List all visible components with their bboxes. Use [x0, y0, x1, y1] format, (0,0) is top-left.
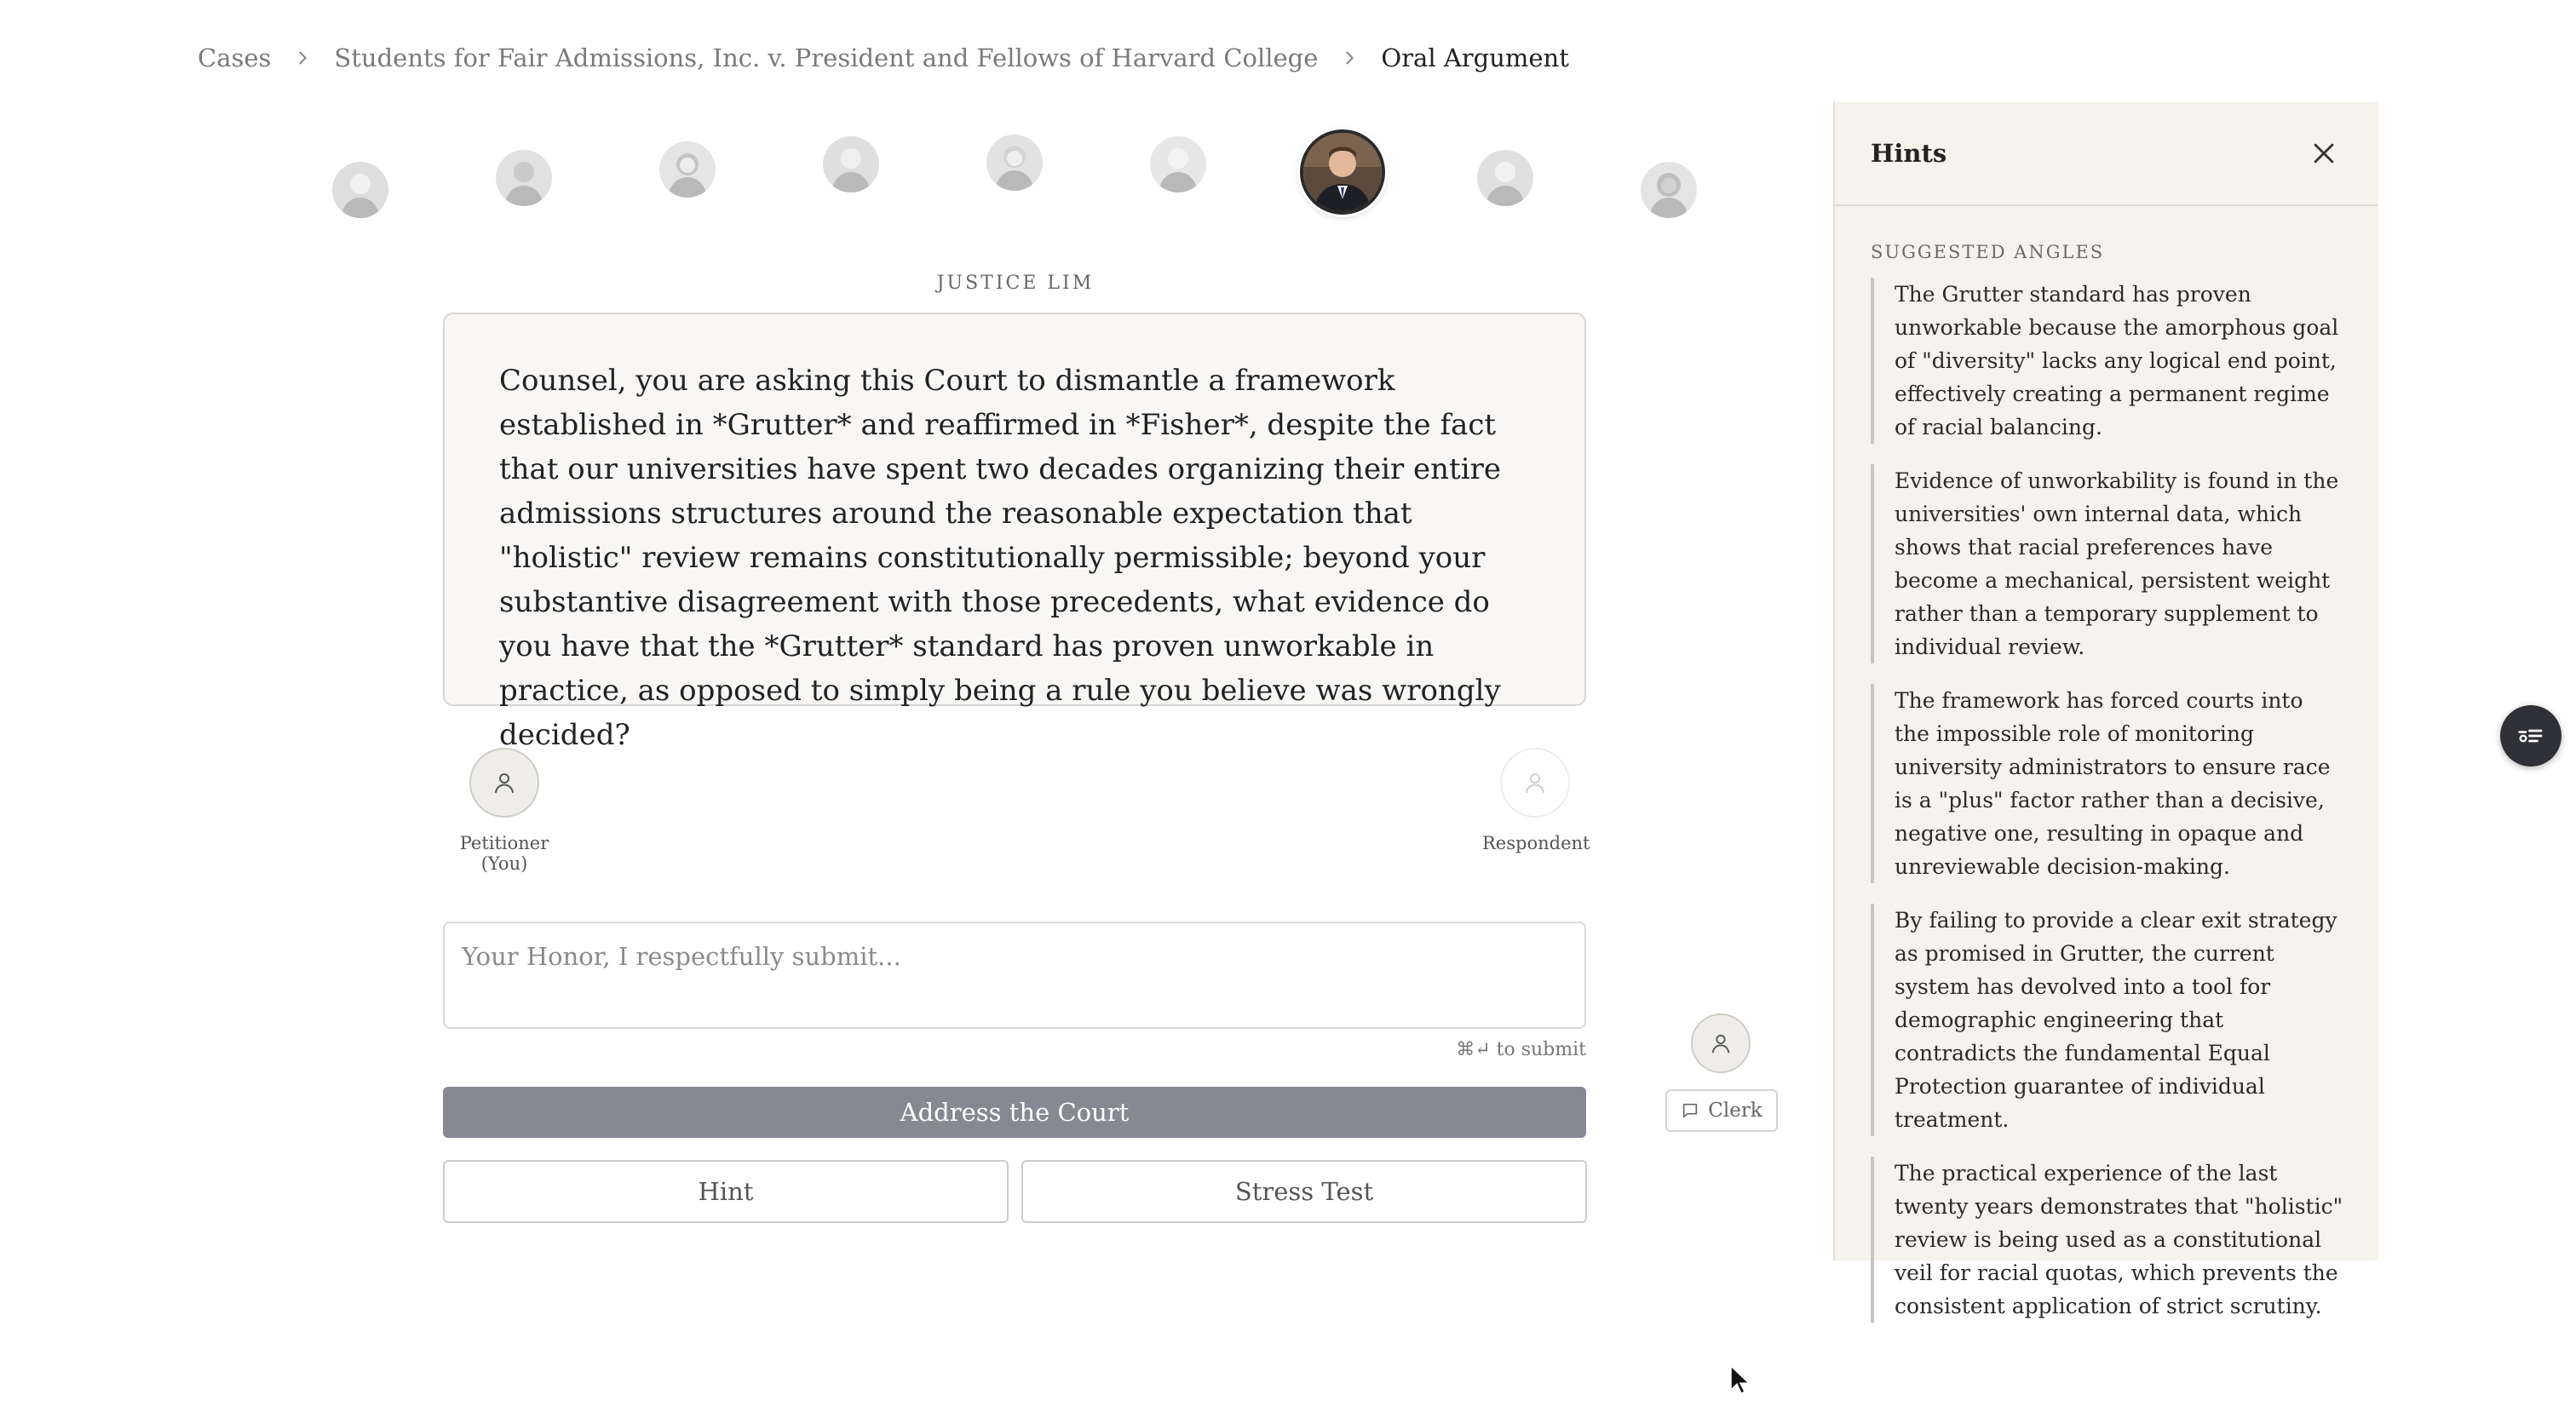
- hint-button[interactable]: Hint: [443, 1160, 1009, 1223]
- respondent-indicator: [1482, 748, 1588, 853]
- speaker-label: JUSTICE LIM: [936, 273, 1095, 294]
- chevron-right-icon: [290, 45, 315, 71]
- justice-portrait-2[interactable]: [496, 150, 552, 206]
- suggested-angles-label: SUGGESTED ANGLES: [1871, 242, 2105, 262]
- respondent-label: Respondent: [1482, 833, 1590, 853]
- stress-test-button[interactable]: Stress Test: [1021, 1160, 1587, 1223]
- justice-portrait-active[interactable]: [1300, 129, 1385, 215]
- justice-portrait-6[interactable]: [1150, 136, 1206, 192]
- clerk-button[interactable]: [1665, 1089, 1778, 1132]
- clerk-avatar: [1691, 1014, 1751, 1073]
- hint-angle: The practical experience of the last twenty years demonstrates that "holistic" review is being used as a constitutional veil for racial quotas, which prevents the consistent application of strict scrutiny.: [1871, 1157, 2344, 1323]
- mouse-cursor-icon: [1729, 1364, 1750, 1395]
- justice-portrait-9[interactable]: [1641, 162, 1697, 218]
- justice-portrait-1[interactable]: [332, 162, 388, 218]
- person-icon: [469, 748, 539, 818]
- breadcrumb-current: Oral Argument: [1381, 43, 1569, 72]
- address-court-button[interactable]: Address the Court: [443, 1087, 1586, 1138]
- person-icon: [1709, 1031, 1733, 1055]
- chat-bubble-icon: [1681, 1101, 1699, 1120]
- clerk-label: Clerk: [1708, 1100, 1762, 1122]
- justice-portrait-3[interactable]: [659, 141, 716, 198]
- petitioner-indicator: [443, 748, 566, 874]
- justice-portrait-8[interactable]: [1477, 150, 1533, 206]
- breadcrumb-cases[interactable]: Cases: [198, 43, 272, 72]
- answer-input[interactable]: [443, 922, 1586, 1029]
- chevron-right-icon: [1337, 45, 1362, 71]
- breadcrumb-case[interactable]: Students for Fair Admissions, Inc. v. President and Fellows of Harvard College: [334, 43, 1319, 72]
- question-text: Counsel, you are asking this Court to dismantle a framework established in *Grutter* and reaffirmed in *Fisher*, despite the fact that our universities have spent two decades organizing their entire admissions structures around the reasonable expectation that "holistic" review remains constitutionally permissible; beyond your substantive disagreement with those precedents, what evidence do you have that the *Grutter* standard has proven unworkable in practice, as opposed to simply being a rule you believe was wrongly decided?: [443, 313, 1586, 706]
- close-icon[interactable]: [2305, 135, 2343, 172]
- hint-angle: The framework has forced courts into the impossible role of monitoring university administrators to ensure race is a "plus" factor rather than a decisive, negative one, resulting in opaque and unreviewable decision-making.: [1871, 684, 2344, 883]
- hints-panel: [1833, 102, 2378, 1318]
- hints-title: Hints: [1871, 139, 1947, 168]
- hints-header: [1835, 102, 2378, 206]
- breadcrumb: [198, 39, 1569, 77]
- hint-angle: By failing to provide a clear exit strategy as promised in Grutter, the current system has devolved into a tool for demographic engineering that contradicts the fundamental Equal Protection guarantee of individual treatment.: [1871, 904, 2344, 1136]
- hint-angle: The Grutter standard has proven unworkable because the amorphous goal of "diversity" lacks any logical end point, effectively creating a permanent regime of racial balancing.: [1871, 278, 2344, 444]
- list-icon[interactable]: [2500, 705, 2562, 767]
- justice-portrait-5[interactable]: [986, 135, 1043, 191]
- petitioner-label: Petitioner (You): [459, 833, 549, 874]
- submit-shortcut-hint: ⌘↵ to submit: [1456, 1039, 1586, 1060]
- justice-portrait-4[interactable]: [823, 136, 879, 192]
- hint-angle: Evidence of unworkability is found in the universities' own internal data, which shows that racial preferences have become a mechanical, persistent weight rather than a temporary supplement to individual review.: [1871, 464, 2344, 663]
- person-icon: [1500, 748, 1570, 818]
